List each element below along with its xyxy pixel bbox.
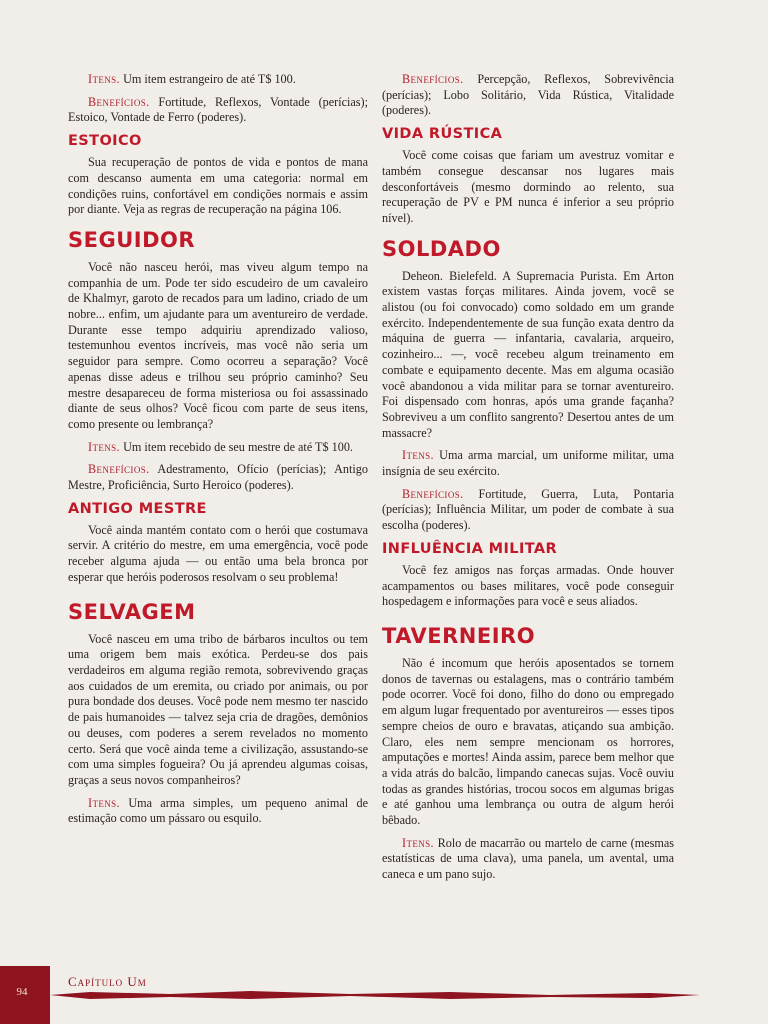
paragraph-estoico: Sua recuperação de pontos de vida e pontos de mana com descanso aumenta em uma categoria: normal em condições ruins, confortável em condições normais e assim por diante. Veja as regras de recuperação na página 106. (68, 155, 368, 217)
items-text: Uma arma simples, um pequeno animal de estimação como um pássaro ou esquilo. (68, 795, 368, 826)
paragraph-vida-rustica: Você come coisas que fariam um avestruz vomitar e também consegue descansar nos lugares mais desconfortáveis (mesmo dormindo ao relento, sua recuperação de PV e PM nunca é inferior a seu próprio nível). (382, 148, 674, 225)
items-label: Itens. (88, 439, 121, 454)
benefits-paragraph (68, 95, 368, 126)
benefits-label: Benefícios. (88, 462, 150, 477)
items-label: Itens. (402, 448, 435, 463)
soldado-benefits (382, 487, 674, 534)
page-number: 94 (16, 986, 28, 998)
items-label: Itens. (88, 795, 121, 810)
heading-estoico: ESTOICO (68, 133, 142, 150)
heading-vida-rustica: VIDA RÚSTICA (382, 126, 503, 143)
seguidor-benefits (68, 462, 368, 493)
benefits-paragraph (382, 72, 674, 119)
benefits-text: Adestramento, Ofício (perícias); Antigo Mestre, Proficiência, Surto Heroico (poderes). (68, 462, 368, 493)
paragraph-antigo-mestre: Você ainda mantém contato com o herói que costumava servir. A critério do mestre, em uma emergência, você pode receber alguma ajuda — ou então uma bela bronca por esperar que heróis poderosos resolvam o seu problema! (68, 522, 368, 584)
benefits-label: Benefícios. (88, 94, 150, 109)
items-text: Um item estrangeiro de até T$ 100. (120, 72, 296, 86)
items-text: Uma arma marcial, um uniforme militar, uma insígnia de seu exército. (382, 448, 674, 479)
benefits-text: Fortitude, Reflexos, Vontade (perícias); Estoico, Vontade de Ferro (poderes). (68, 94, 368, 125)
heading-taverneiro: TAVERNEIRO (382, 623, 536, 648)
heading-seguidor: SEGUIDOR (68, 227, 196, 252)
selvagem-items (68, 796, 368, 827)
chapter-title: Capítulo Um (68, 974, 147, 989)
heading-soldado: SOLDADO (382, 236, 501, 261)
paragraph-influencia-militar: Você fez amigos nas forças armadas. Onde houver acampamentos ou bases militares, você pode conseguir hospedagem e informações para você e seus aliados. (382, 562, 674, 609)
paragraph-selvagem: Você nasceu em uma tribo de bárbaros incultos ou tem uma origem bem mais exótica. Perdeu-se dos pais verdadeiros em alguma região remota, sobrevivendo graças aos cuidados de um eremita, ou criado por animais, ou por pura bondade dos deuses. Você pode nem mesmo ter nascido de pais humanoides — talvez seja cria de dragões, demônios ou deuses, com poderes a serem revelados no momento certo. Será que você ainda teme a civilização, assustando-se com uma simples fogueira? Ou já aprendeu algumas coisas, graças a seus novos companheiros? (68, 631, 368, 787)
items-label: Itens. (402, 835, 435, 850)
benefits-label: Benefícios. (402, 72, 464, 86)
benefits-text: Fortitude, Guerra, Luta, Pontaria (perícias); Influência Militar, um poder de combate à sua escolha (poderes). (382, 486, 674, 533)
benefits-label: Benefícios. (402, 486, 464, 501)
paragraph-seguidor: Você não nasceu herói, mas viveu algum tempo na companhia de um. Pode ter sido escudeiro de um cavaleiro de Khalmyr, garoto de recados para um ladino, criado de um nobre... enfim, um ajudante para um aventureiro de verdade. Durante esse tempo adquiriu aprendizado valioso, testemunhou eventos incríveis, mas você não seria um seguidor para sempre. Como ocorreu a separação? Você apenas disse adeus e trilhou seu próprio caminho? Seu mestre desapareceu de forma misteriosa ou foi assassinado diante de seus olhos? Você ficou com parte de seus itens, como presente ou lembrança? (68, 259, 368, 431)
soldado-items (382, 448, 674, 479)
right-column (382, 72, 674, 890)
heading-selvagem: SELVAGEM (68, 599, 196, 624)
paragraph-soldado: Deheon. Bielefeld. A Supremacia Purista. Em Arton existem vastas forças militares. Ainda jovem, você se alistou (ou foi convocado) como soldado em um grande exército. Independentemente de sua função exata dentro da máquina de guerra — infantaria, cavalaria, arqueiro, cozinheiro... —, você recebeu algum treinamento em combate e equipamento decente. Mas em alguma ocasião você abandonou a vida militar para se tornar aventureiro. Foi dispensado com honras, após uma grande façanha? Sobreviveu a um conflito sangrento? Desertou antes de um massacre? (382, 268, 674, 440)
taverneiro-items (382, 836, 674, 883)
heading-influencia-militar: INFLUÊNCIA MILITAR (382, 540, 558, 557)
paragraph-taverneiro: Não é incomum que heróis aposentados se tornem donos de tavernas ou estalagens, mas o contrário também pode ocorrer. Você foi dono, filho do dono ou empregado em algum lugar frequentado por aventureiros — esses tipos sempre cheios de ouro e bravatas, atiçando sua ambição. Claro, eles nem sempre mencionam os horrores, amputações e mortes! Ainda assim, parece bem melhor que a vida atrás do balcão, limpando canecas sujas. Você ouviu todas as grandes histórias, trocou socos em algumas brigas e até ganhou uma lembrança ou outra de algum herói bêbado. (382, 655, 674, 828)
benefits-text: Percepção, Reflexos, Sobrevivência (perícias); Lobo Solitário, Vida Rústica, Vitalidade (poderes). (382, 72, 674, 118)
items-text: Rolo de macarrão ou martelo de carne (mesmas estatísticas de uma clava), uma panela, um avental, uma caneca e um pano sujo. (382, 835, 674, 882)
seguidor-items (68, 440, 368, 456)
left-column (68, 72, 368, 834)
item-paragraph (68, 72, 368, 88)
heading-antigo-mestre: ANTIGO MESTRE (68, 500, 207, 517)
items-text: Um item recebido de seu mestre de até T$ 100. (120, 439, 353, 454)
items-label: Itens. (88, 72, 121, 86)
brush-stroke-divider (50, 988, 700, 1002)
